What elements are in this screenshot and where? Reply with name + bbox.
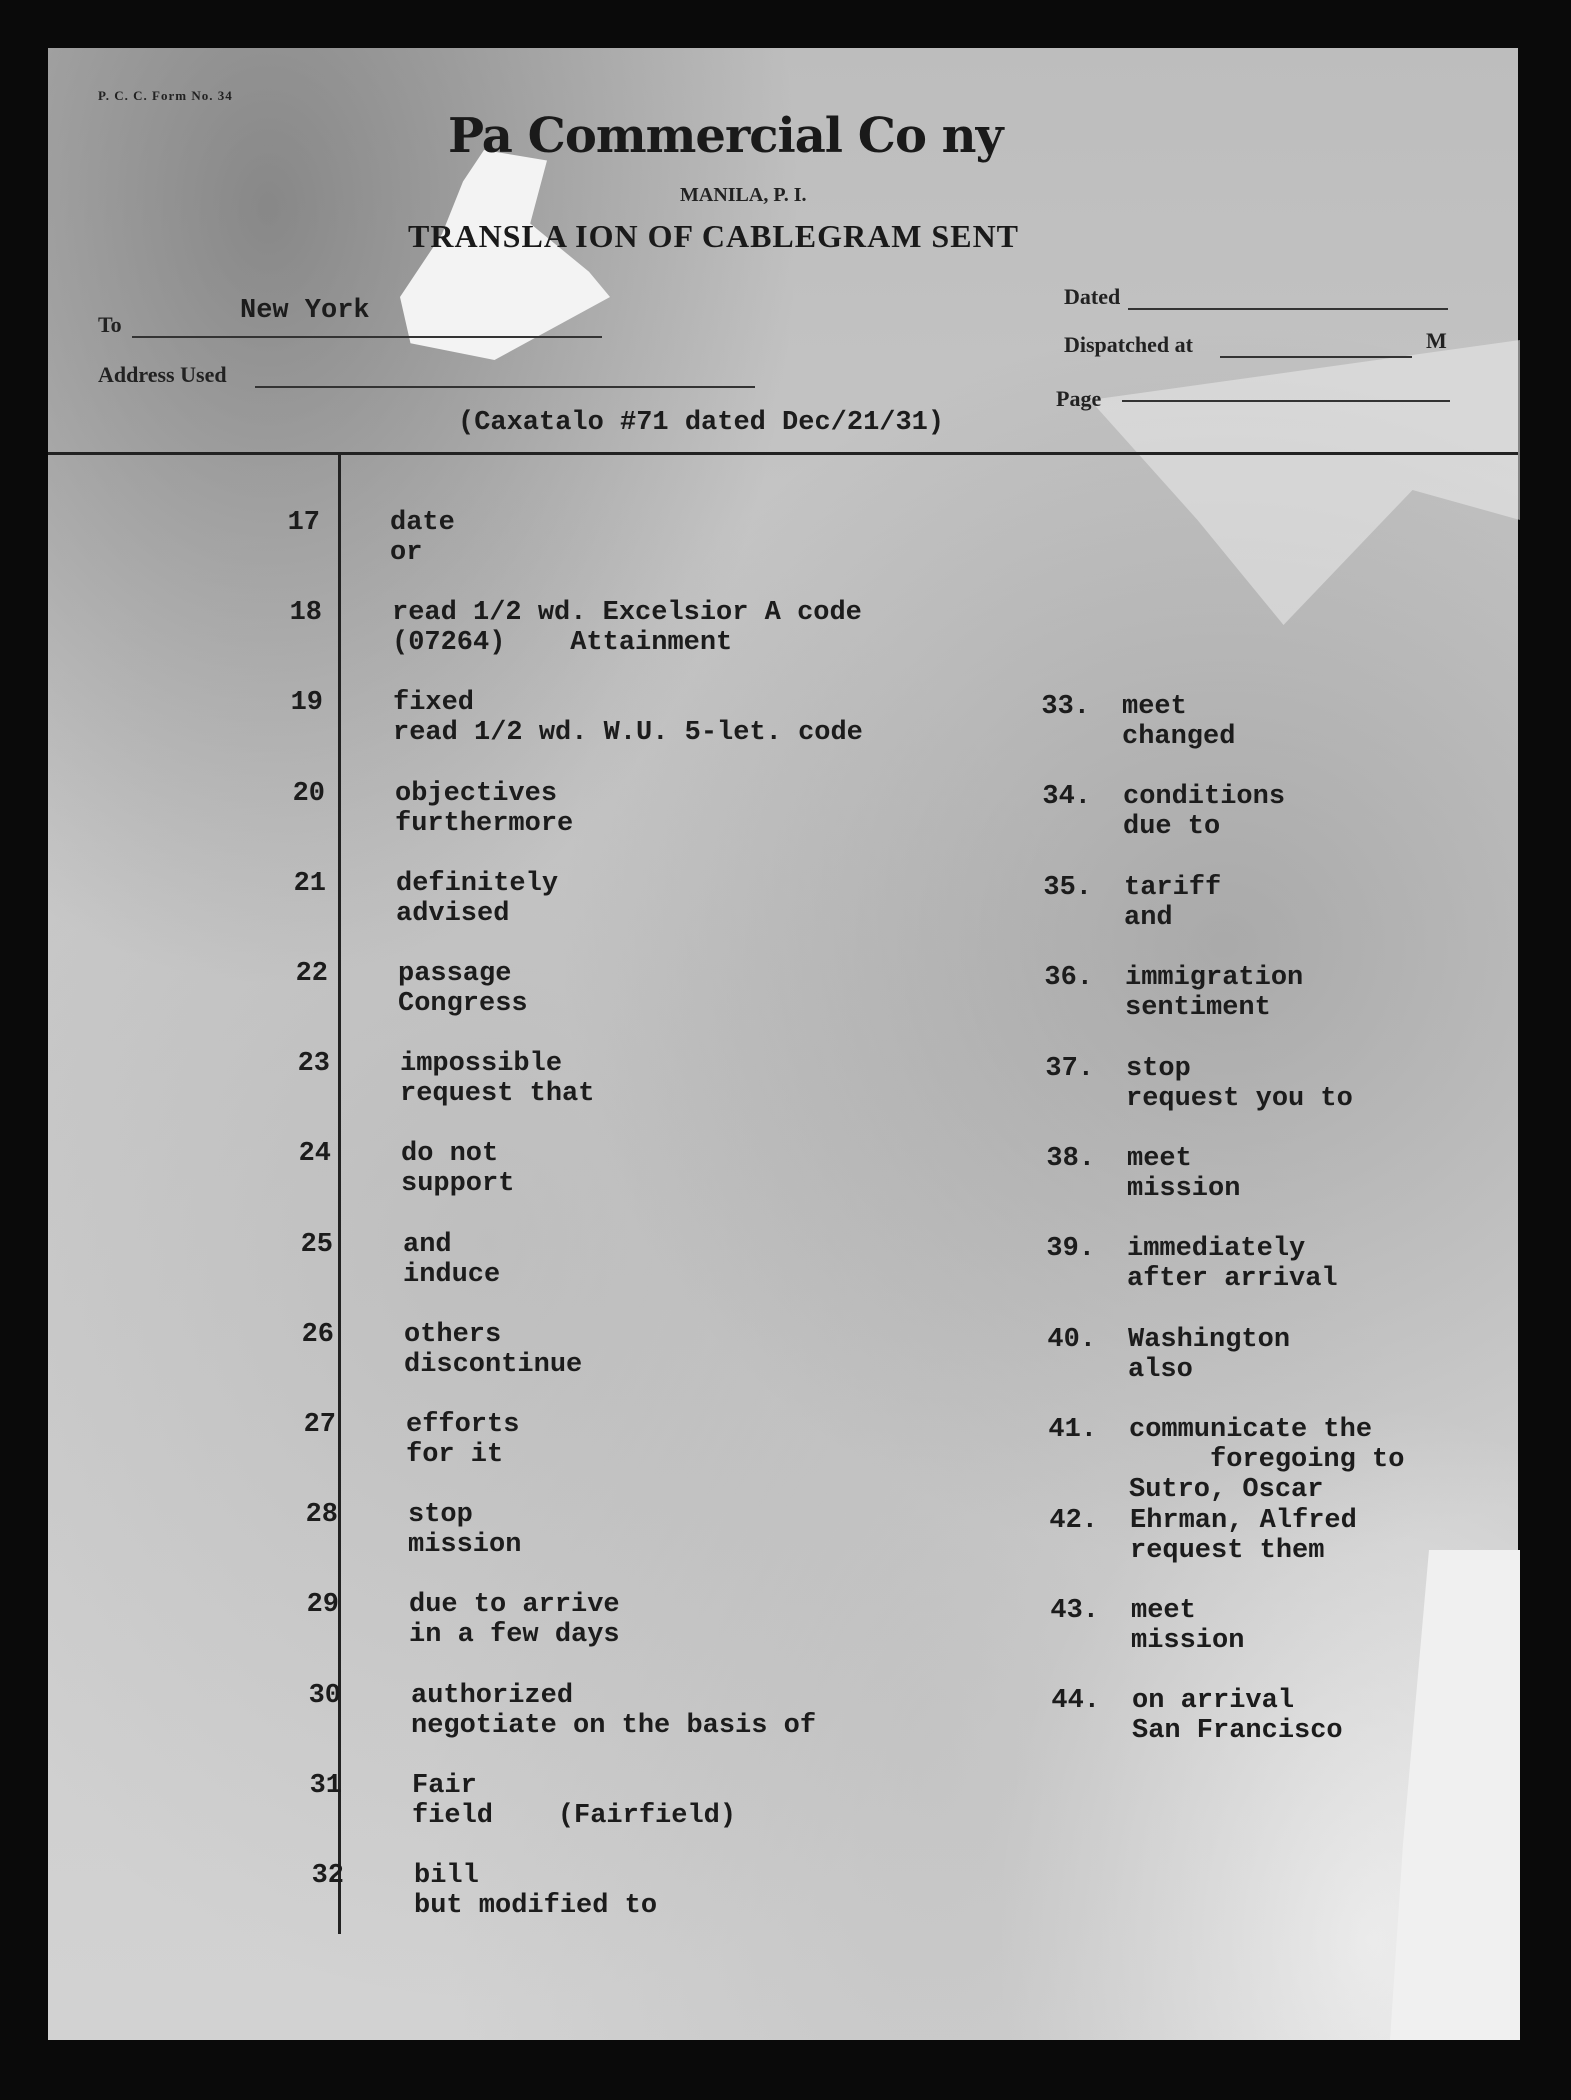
- entry-text: immigration: [1125, 963, 1304, 994]
- dispatched-suffix: M: [1426, 328, 1447, 353]
- entry-text: others: [404, 1319, 502, 1350]
- dated-label: Dated: [1064, 284, 1121, 309]
- entry-text: for it: [406, 1440, 504, 1470]
- entry-text: communicate the: [1129, 1415, 1373, 1446]
- entry-text: impossible: [400, 1049, 563, 1080]
- entry-text: read 1/2 wd. Excelsior A code: [392, 598, 862, 629]
- entry-number: 21: [293, 868, 326, 899]
- entry-text: or: [390, 538, 423, 568]
- entry-text: meet: [1122, 692, 1187, 722]
- page-line: [1122, 400, 1450, 402]
- entry-number: 40.: [1047, 1324, 1096, 1355]
- entry-text: stop: [408, 1500, 473, 1531]
- entry-text: fixed: [393, 688, 475, 719]
- entry-text: meet: [1127, 1144, 1192, 1174]
- entry-text: request you to: [1126, 1083, 1353, 1114]
- to-line: [132, 336, 602, 338]
- to-label: To: [98, 312, 122, 337]
- entry-text: date: [390, 508, 455, 538]
- entry-number: 41.: [1048, 1415, 1097, 1446]
- entry-text: but modified to: [414, 1891, 658, 1921]
- to-value: New York: [240, 296, 370, 326]
- entry-number: 34.: [1042, 782, 1091, 813]
- entry-text: read 1/2 wd. W.U. 5-let. code: [393, 718, 863, 749]
- entry-text: negotiate on the basis of: [411, 1710, 817, 1741]
- entry-number: 35.: [1043, 872, 1092, 903]
- dispatched-label: Dispatched at: [1064, 332, 1193, 357]
- entry-text: do not: [401, 1139, 499, 1170]
- entry-text: due to: [1123, 812, 1221, 843]
- entry-text: after arrival: [1127, 1264, 1338, 1295]
- entry-text: stop: [1126, 1053, 1191, 1084]
- entry-text: advised: [396, 898, 510, 929]
- entry-text: mission: [1131, 1626, 1245, 1656]
- entry-number: 22: [295, 959, 328, 989]
- entry-text: San Francisco: [1132, 1716, 1343, 1747]
- entry-text: bill: [414, 1861, 479, 1891]
- entry-number: 25: [300, 1229, 333, 1260]
- company-city: MANILA, P. I.: [680, 184, 807, 206]
- entry-text: discontinue: [404, 1349, 583, 1380]
- entry-number: 28: [305, 1500, 338, 1531]
- entry-number: 24: [298, 1139, 331, 1170]
- entry-number: 36.: [1044, 963, 1093, 994]
- entry-text: request that: [400, 1079, 595, 1110]
- header-divider: [48, 452, 1518, 455]
- entry-text: Fair: [412, 1770, 477, 1801]
- entry-number: 20: [292, 778, 325, 809]
- entry-number: 26: [301, 1319, 334, 1350]
- entry-text: mission: [1127, 1174, 1241, 1204]
- entry-number: 33.: [1041, 692, 1090, 722]
- entry-text: induce: [403, 1259, 501, 1290]
- entry-number: 17: [287, 508, 320, 538]
- entry-text: support: [401, 1169, 515, 1200]
- entry-number: 23: [297, 1049, 330, 1080]
- document-title: TRANSLA ION OF CABLEGRAM SENT: [408, 218, 1020, 254]
- entry-text: objectives: [395, 778, 558, 809]
- entry-number: 32: [311, 1861, 344, 1891]
- entry-text: conditions: [1123, 782, 1286, 813]
- entry-text: definitely: [396, 868, 559, 899]
- entry-text: also: [1128, 1354, 1193, 1385]
- dispatched-line: [1220, 356, 1412, 358]
- entry-text: Ehrman, Alfred: [1130, 1505, 1357, 1536]
- entry-text: efforts: [406, 1410, 520, 1440]
- form-number: P. C. C. Form No. 34: [98, 88, 233, 103]
- entry-text: Washington: [1128, 1324, 1291, 1355]
- number-column-divider: [338, 454, 341, 1934]
- entry-number: 19: [290, 688, 323, 719]
- entry-number: 44.: [1051, 1686, 1100, 1717]
- entry-text: due to arrive: [409, 1590, 620, 1621]
- entry-text: and: [1124, 902, 1173, 933]
- entry-text: on arrival: [1132, 1686, 1295, 1717]
- cable-reference: (Caxatalo #71 dated Dec/21/31): [458, 408, 945, 438]
- entry-number: 27: [303, 1410, 336, 1440]
- entry-text: immediately: [1127, 1234, 1306, 1265]
- entry-text: request them: [1130, 1535, 1325, 1566]
- address-label: Address Used: [98, 362, 227, 387]
- entry-text: (07264) Attainment: [392, 628, 733, 659]
- entry-text: and: [403, 1229, 452, 1260]
- entry-number: 31: [309, 1770, 342, 1801]
- entry-text: passage: [398, 959, 512, 989]
- entry-text: Sutro, Oscar: [1129, 1475, 1324, 1506]
- entry-text: changed: [1122, 722, 1236, 752]
- dated-line: [1128, 308, 1448, 310]
- entry-text: field (Fairfield): [412, 1800, 737, 1831]
- entry-text: tariff: [1124, 872, 1222, 903]
- company-name: Pa Commercial Co ny: [448, 108, 1003, 164]
- entry-number: 37.: [1045, 1053, 1094, 1084]
- entry-text: Congress: [398, 989, 528, 1019]
- entry-text: authorized: [411, 1680, 574, 1711]
- entry-number: 18: [289, 598, 322, 629]
- entry-text: furthermore: [395, 808, 574, 839]
- entry-text: in a few days: [409, 1620, 620, 1651]
- entry-number: 42.: [1049, 1505, 1098, 1536]
- entry-text: meet: [1131, 1596, 1196, 1626]
- entry-text: mission: [408, 1530, 522, 1561]
- entry-number: 30: [308, 1680, 341, 1711]
- entry-text: sentiment: [1125, 993, 1271, 1024]
- entry-number: 39.: [1046, 1234, 1095, 1265]
- address-line: [255, 386, 755, 388]
- entry-number: 43.: [1050, 1596, 1099, 1626]
- entry-number: 29: [306, 1590, 339, 1621]
- page-label: Page: [1056, 386, 1102, 411]
- entry-number: 38.: [1046, 1144, 1095, 1174]
- entry-text: foregoing to: [1129, 1445, 1405, 1476]
